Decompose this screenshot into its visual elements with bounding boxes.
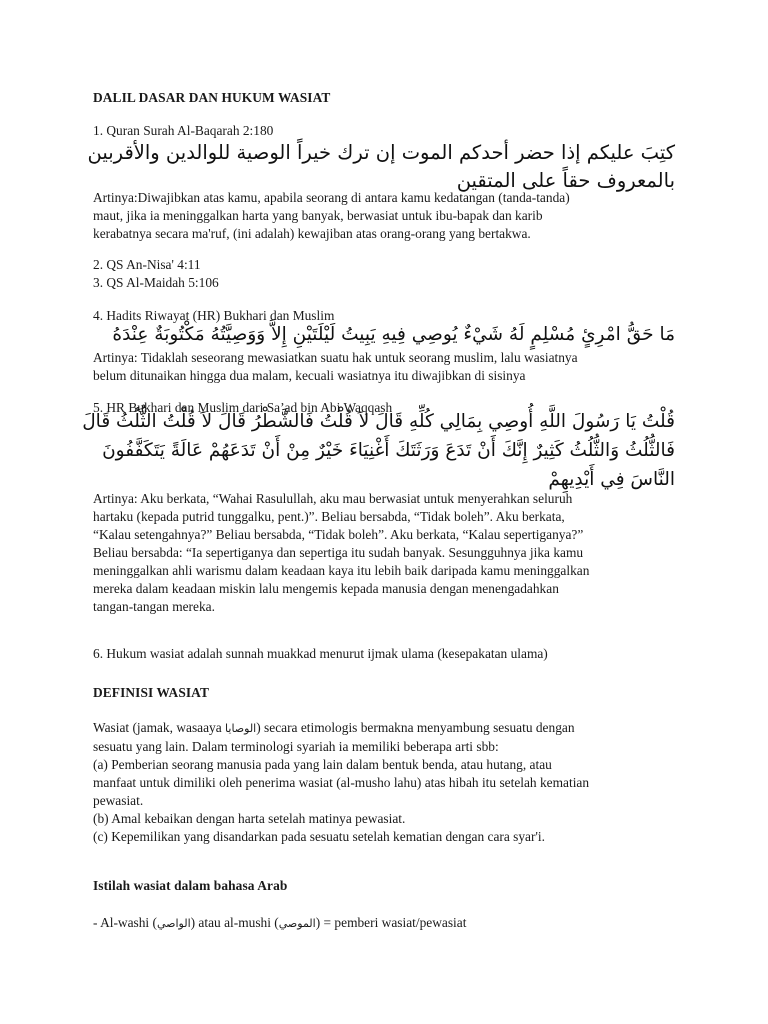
- text-line: “Kalau setengahnya?” Beliau bersabda, “Tidak boleh”. Aku berkata, “Kalau sepertiganya?”: [93, 527, 584, 542]
- item3-label: 3. QS Al-Maidah 5:106: [93, 275, 219, 290]
- item5-translation: [93, 490, 683, 616]
- item4-arabic: [75, 320, 675, 349]
- item4-translation: [93, 349, 683, 385]
- istilah-part1: - Al-washi (: [93, 915, 157, 930]
- arabic-line: فَالثُّلُثُ وَالثُّلُثُ كَثِيرٌ إِنَّكَ أَنْ تَدَعَ وَرَثَتَكَ أَغْنِيَاءَ خَيْرٌ مِنْ أَنْ تَدَعَهُمْ عَالَةً يَتَكَفَّفُونَ: [102, 440, 675, 461]
- arabic-line: بالمعروف حقاً على المتقين: [456, 169, 675, 192]
- text-line: (c) Kepemilikan yang disandarkan pada sesuatu setelah kematian dengan cara syar'i.: [93, 829, 545, 844]
- text-line: (a) Pemberian seorang manusia pada yang lain dalam bentuk benda, atau hutang, atau: [93, 757, 552, 772]
- text-line: belum ditunaikan hingga dua malam, kecuali wasiatnya itu diwajibkan di sisinya: [93, 368, 526, 383]
- heading-dalil: DALIL DASAR DAN HUKUM WASIAT: [93, 90, 331, 105]
- item5-label: 5. HR Bukhari dan Muslim dari Sa’ad bin Abi Waqqash: [93, 400, 393, 415]
- item2-label: 2. QS An-Nisa' 4:11: [93, 257, 201, 272]
- text-line: pewasiat.: [93, 793, 144, 808]
- def-line1-arabic: الوصايا: [225, 722, 257, 735]
- item4-label: 4. Hadits Riwayat (HR) Bukhari dan Muslim: [93, 308, 335, 323]
- item5-arabic: [75, 407, 675, 494]
- text-line: meninggalkan ahli warismu dalam keadaan kaya itu lebih baik daripada kamu meninggalkan: [93, 563, 590, 578]
- istilah-line: [93, 914, 683, 933]
- definition-first-line: [93, 719, 683, 738]
- text-line: Artinya:Diwajibkan atas kamu, apabila seorang di antara kamu kedatangan (tanda-tanda): [93, 190, 570, 205]
- istilah-arabic2: الموصي: [278, 917, 316, 930]
- text-line: (b) Amal kebaikan dengan harta setelah matinya pewasiat.: [93, 811, 406, 826]
- text-line: manfaat untuk dimiliki oleh penerima wasiat (al-musho lahu) atas hibah itu setelah kematian: [93, 775, 590, 790]
- text-line: tangan-tangan mereka.: [93, 599, 215, 614]
- istilah-part3: ) = pemberi wasiat/pewasiat: [315, 915, 467, 930]
- def-line1-post: ) secara etimologis bermakna menyambung sesuatu dengan: [256, 720, 575, 735]
- text-line: Artinya: Tidaklah seseorang mewasiatkan suatu hak untuk seorang muslim, lalu wasiatnya: [93, 350, 578, 365]
- definition-body: [93, 719, 683, 846]
- arabic-line: كتِبَ عليكم إذا حضر أحدكم الموت إن ترك خيراً الوصية للوالدين والأقربين: [87, 141, 675, 164]
- text-line: sesuatu yang lain. Dalam terminologi syariah ia memiliki beberapa arti sbb:: [93, 739, 499, 754]
- item1-arabic: [75, 139, 675, 195]
- text-line: mereka dalam keadaan miskin lalu mengemis kepada manusia dengan menengadahkan: [93, 581, 559, 596]
- arabic-line: مَا حَقُّ امْرِئٍ مُسْلِمٍ لَهُ شَيْءٌ يُوصِي فِيهِ يَبِيتُ لَيْلَتَيْنِ إِلاَّ وَوَصِيَّتُهُ مَكْتُوبَةٌ عِنْدَهُ: [112, 324, 675, 345]
- text-line: kerabatnya secara ma'ruf, (ini adalah) kewajiban atas orang-orang yang bertakwa.: [93, 226, 531, 241]
- arabic-line: قُلْتُ يَا رَسُولَ اللَّهِ أُوصِي بِمَالِي كُلِّهِ قَالَ لاَ قُلْتُ فَالشَّطْرُ قَالَ لاَ قُلْتُ الثُّلُثُ قَالَ: [82, 411, 675, 432]
- text-line: Artinya: Aku berkata, “Wahai Rasulullah, aku mau berwasiat untuk menyerahkan seluruh: [93, 491, 573, 506]
- istilah-arabic1: الواصي: [156, 917, 191, 930]
- heading-definisi: DEFINISI WASIAT: [93, 685, 209, 700]
- text-line: hartaku (kepada putrid tunggalku, pent.)”. Beliau bersabda, “Tidak boleh”. Aku berkata,: [93, 509, 565, 524]
- istilah-text: [93, 914, 683, 933]
- item1-translation: [93, 189, 683, 243]
- item1-label: 1. Quran Surah Al-Baqarah 2:180: [93, 123, 274, 138]
- text-line: Beliau bersabda: “Ia sepertiganya dan sepertiga itu sudah banyak. Sesungguhnya jika kamu: [93, 545, 584, 560]
- arabic-line: النَّاسَ فِي أَيْدِيهِمْ: [548, 469, 675, 490]
- item6-text: 6. Hukum wasiat adalah sunnah muakkad menurut ijmak ulama (kesepakatan ulama): [93, 646, 548, 661]
- def-line1-pre: Wasiat (jamak, wasaaya: [93, 720, 226, 735]
- heading-istilah: Istilah wasiat dalam bahasa Arab: [93, 878, 288, 893]
- text-line: maut, jika ia meninggalkan harta yang banyak, berwasiat untuk ibu-bapak dan karib: [93, 208, 543, 223]
- istilah-part2: ) atau al-mushi (: [190, 915, 279, 930]
